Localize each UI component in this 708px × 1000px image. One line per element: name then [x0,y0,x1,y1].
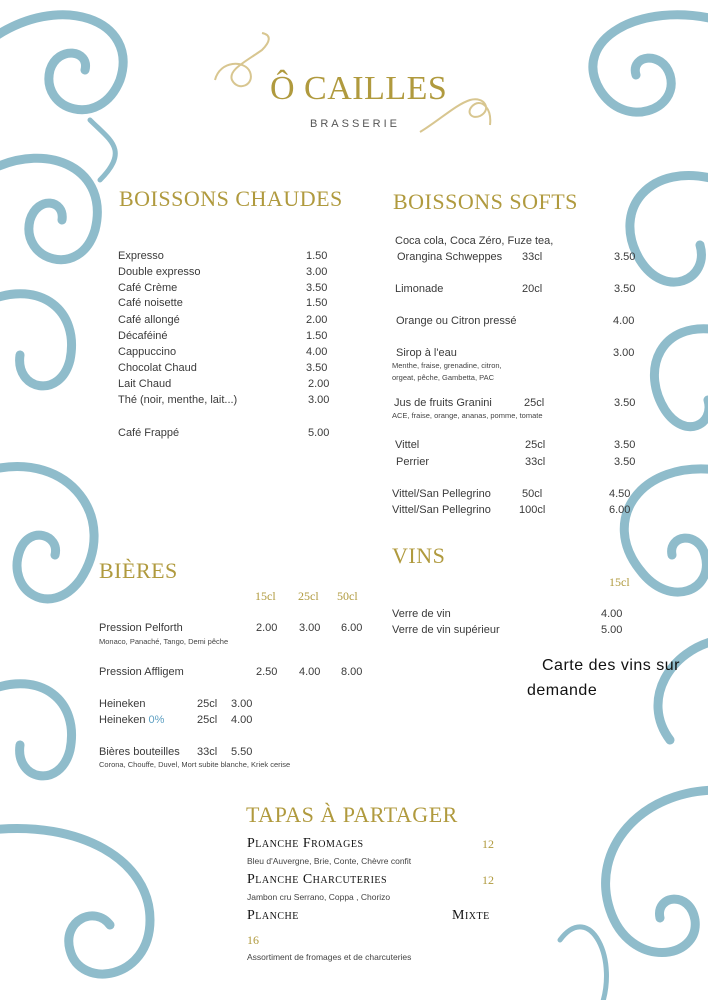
item-volume: 33cl [522,251,543,263]
wine-list-note: Carte des vins sur [542,657,680,674]
item-price: 3.00 [231,698,253,710]
wine-list-note: demande [527,682,598,699]
item-name: Lait Chaud [118,378,172,390]
item-volume: 25cl [525,439,546,451]
item-price: 5.00 [601,624,623,636]
item-volume: 20cl [522,283,543,295]
item-name: Orange ou Citron pressé [396,315,517,327]
item-name: Verre de vin supérieur [392,624,500,636]
item-price: 3.50 [614,251,636,263]
item-name: Pression Affligem [99,666,184,678]
item-name: Planche Charcuteries [247,872,388,887]
item-description: Monaco, Panaché, Tango, Demi pêche [99,637,229,646]
item-name [99,713,164,727]
item-price: 1.50 [306,297,328,309]
item-name: Jus de fruits Granini [394,397,492,409]
item-volume: 50cl [522,488,543,500]
column-header: 25cl [298,589,319,603]
item-price: 12 [482,837,494,851]
section-title-soft-drinks: BOISSONS SOFTS [393,189,578,214]
item-description: Corona, Chouffe, Duvel, Mort subite blanche, Kriek cerise [99,760,291,769]
item-price: 6.00 [609,504,631,516]
section-title-beers: BIÈRES [99,558,178,583]
item-name: Vittel/San Pellegrino [392,488,491,500]
item-price: 4.00 [299,666,321,678]
item-name: Planche Fromages [247,836,364,851]
item-name: Thé (noir, menthe, lait...) [118,394,238,406]
item-name: Orangina Schweppes [397,251,503,263]
item-volume: 100cl [519,504,546,516]
item-price: 3.50 [614,439,636,451]
item-name: Sirop à l'eau [396,347,457,359]
item-description: Assortiment de fromages et de charcuteries [247,952,412,962]
item-price: 3.50 [306,362,328,374]
item-volume: 25cl [524,397,545,409]
item-price: 2.00 [256,622,278,634]
item-description: ACE, fraise, orange, ananas, pomme, tomate [392,411,543,420]
item-price: 3.50 [614,397,636,409]
item-price: 5.00 [308,427,330,439]
item-price: 4.50 [609,488,631,500]
item-name-text: Heineken [99,714,146,726]
item-price: 3.00 [299,622,321,634]
item-price: 2.50 [256,666,278,678]
item-name: Café noisette [118,297,183,309]
item-price: 3.00 [613,347,635,359]
item-name: Café Frappé [118,427,180,439]
item-name-part: Mixte [452,908,490,923]
item-price: 8.00 [341,666,363,678]
item-name: Heineken [99,698,146,710]
item-name: Café Crème [118,282,178,294]
item-volume: 25cl [197,714,218,726]
item-name: Planche [247,908,299,923]
item-price: 3.00 [308,394,330,406]
item-description: Jambon cru Serrano, Coppa , Chorizo [247,892,391,902]
column-header: 15cl [255,589,276,603]
item-name: Pression Pelforth [99,622,183,634]
restaurant-name: Ô CAILLES [270,70,448,107]
item-name: Décaféiné [118,330,168,342]
restaurant-subtitle: BRASSERIE [310,118,400,130]
item-price: 4.00 [613,315,635,327]
column-header: 50cl [337,589,358,603]
alcohol-free-label: 0% [148,714,165,726]
item-price: 4.00 [231,714,253,726]
item-price: 5.50 [231,746,253,758]
item-name: Café allongé [118,314,180,326]
item-name: Chocolat Chaud [118,362,197,374]
item-name: Verre de vin [392,608,451,620]
section-title-wines: VINS [392,543,446,568]
item-name: Bières bouteilles [99,746,180,758]
item-name: Coca cola, Coca Zéro, Fuze tea, [395,235,554,247]
item-name: Expresso [118,250,164,262]
item-volume: 33cl [197,746,218,758]
section-title-hot-drinks: BOISSONS CHAUDES [119,186,343,211]
item-price: 3.00 [306,266,328,278]
item-price: 1.50 [306,330,328,342]
item-price: 1.50 [306,250,328,262]
item-price: 6.00 [341,622,363,634]
item-name: Vittel [395,439,420,451]
item-price: 3.50 [306,282,328,294]
item-price: 2.00 [306,314,328,326]
item-price: 3.50 [614,283,636,295]
item-name: Vittel/San Pellegrino [392,504,491,516]
item-price: 4.00 [601,608,623,620]
item-price: 3.50 [614,456,636,468]
item-name: Limonade [395,283,444,295]
item-description: Menthe, fraise, grenadine, citron, [392,361,502,370]
item-description: Bleu d'Auvergne, Brie, Conte, Chèvre confit [247,856,412,866]
item-price: 4.00 [306,346,328,358]
item-price: 16 [247,933,259,947]
item-price: 2.00 [308,378,330,390]
item-name: Perrier [396,456,430,468]
item-name: Cappuccino [118,346,177,358]
item-name: Double expresso [118,266,201,278]
item-volume: 33cl [525,456,546,468]
section-title-tapas: TAPAS À PARTAGER [246,802,458,827]
column-header: 15cl [609,575,630,589]
item-volume: 25cl [197,698,218,710]
item-price: 12 [482,873,494,887]
item-description: orgeat, pêche, Gambetta, PAC [392,373,495,382]
